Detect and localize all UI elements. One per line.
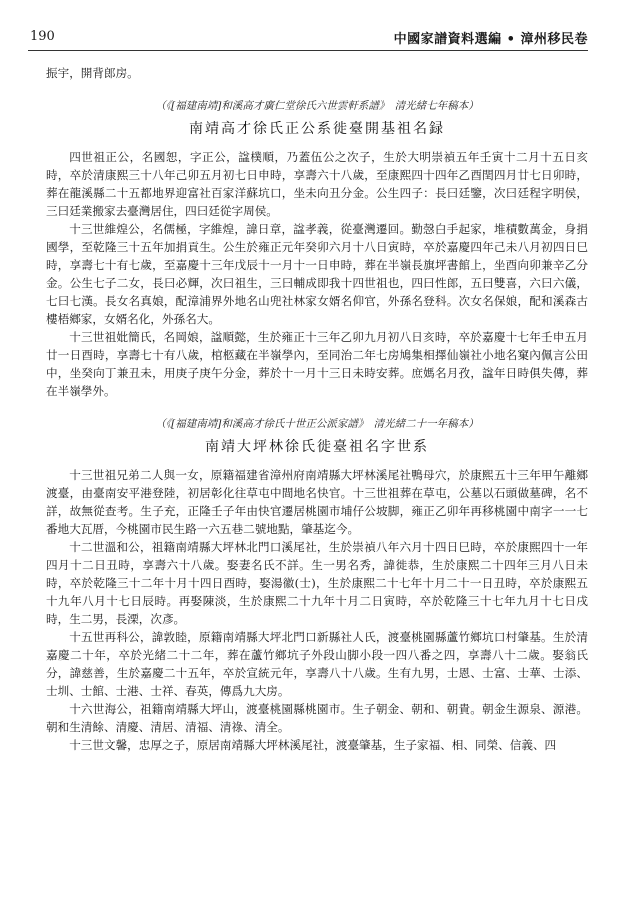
section-title: 南靖大坪林徐氏徙臺祖名字世系 [205,439,429,455]
paragraph: 十三世維煌公，名儒極，字維煌，諱日章，諡孝義，從臺灣遷回。勤愨白手起家，堆積數萬金，身捐國學，至乾隆三十五年加捐貢生。公生於雍正元年癸卯六月十八日寅時，卒於嘉慶四年己未八月初四日巳時，享壽七十有七歲，至嘉慶十三年戊辰十一月十一日申時，葬在半嶺長旗坪書館上，坐酉向卯兼辛乙分金。公生七子二女，長曰必輝，次曰祖生，三曰輔成即我十四世祖也，四曰性郎，五曰雙喜，六曰六儀，七曰七漢。長女名真娘，配漳浦界外地名山兜社林家女婿名仰官，外孫名登科。次女名保娘，配和溪森古樓梧鄉家，女婿名化，外孫名大。 [46,222,588,326]
page-number: 190 [30,29,55,44]
paragraph: 十六世海公，祖籍南靖縣大坪山，渡臺桃園縣桃園市。生子朝金、朝和、朝貴。朝金生源泉、源港。朝和生清餘、清慶、清居、清福、清祿、清全。 [46,702,588,734]
page-header [28,26,588,51]
paragraph: 十三世祖妣簡氏，名岡娘，諡順懿，生於雍正十三年乙卯九月初八日亥時，卒於嘉慶十七年壬申五月廿一日酉時，享壽七十有八歲，棺柩藏在半嶺學內，至同治二年七房鳩集相擇仙嶺社小地名窠內佩言公田中，坐癸向丁兼丑未，用庚子庚午分金，葬於十一月十三日未時安葬。庶媽名月孜，諡年日時俱失傳，葬在半嶺學外。 [46,330,588,398]
source-citation: （《[福建南靖]和溪高才廣仁堂徐氏六世雲軒系譜》 清光緒七年稿本） [155,100,479,112]
section-title: 南靖高才徐氏正公系徙臺開基祖名録 [189,121,445,137]
paragraph: 十三世文馨，忠厚之子，原居南靖縣大坪林溪尾社，渡臺肇基，生子家福、相、同榮、信義、四 [69,738,557,752]
paragraph: 十三世祖兄弟二人與一女，原籍福建省漳州府南靖縣大坪林溪尾社鴨母穴，於康熙五十三年甲午離鄉渡臺，由臺南安平港登陸，初居彰化往草屯中間地名快官。十三世祖葬在草屯，公墓以石頭做墓碑，名不詳，故無從查考。生子充，正隆壬子年由快官遷居桃園市埔仔公坡脚，雍正乙卯年再移桃園中南字一一七番地大瓦厝，今桃園市民生路一六五巷二號地點，肇基迄今。 [46,468,588,536]
paragraph: 十二世溫和公，祖籍南靖縣大坪林北門口溪尾社，生於崇禎八年六月十四日巳時，卒於康熙四十一年四月十二日丑時，享壽六十八歲。娶妻名氏不詳。生一男名秀，諱徙恭，生於康熙二十四年三月八日未時，卒於乾隆三十二年十月十四日酉時，娶湯徽(士)，生於康熙二十七年十月二十一日丑時，卒於康熙五十九年八月十七日辰時。再娶陳淡，生於康熙二十九年十月二日寅時，卒於乾隆三十七年九月十七日戌時，生二男，長溧，次彥。 [46,540,588,626]
running-title: 中國家譜資料選編 • 漳州移民卷 [393,32,588,47]
section-2 [46,416,588,754]
source-citation: （《[福建南靖]和溪高才徐氏十世正公派家譜》 清光緒二十一年稿本） [155,418,479,430]
page-content [46,64,588,754]
paragraph: 十五世再科公，諱敦睦，原籍南靖縣大坪北門口新縣社人氏，渡臺桃園縣蘆竹鄉坑口村肇基。生於清嘉慶二十年，卒於光緒二十二年，葬在蘆竹鄉坑子外段山脚小段一四八番之四，享壽八十二歲。娶翁氏分，諱慈善，生於嘉慶二十五年，卒於宣統元年，享壽八十八歲。生有九男，士恩、士富、士華、士添、士圳、士館、士港、士祥、春英，傳爲九大房。 [46,630,588,698]
section-1 [46,98,588,400]
paragraph: 四世祖正公，名國恕，字正公，諡樸順，乃蓋伍公之次子，生於大明崇禎五年壬寅十二月十五日亥時，卒於清康熙三十八年己卯五月初七日申時，享壽六十八歲，至康熙四十四年乙酉閏四月廿七日卯時，葬在龍溪縣二十五都地界迎富社百家洋蘇坑口，坐未向丑分金。公生四子：長曰廷鑒，次曰廷程字明侯，三曰廷業搬家去臺灣居住，四曰廷從字周侯。 [46,150,588,218]
continuation-text: 振宇，開背郎房。 [46,66,139,80]
